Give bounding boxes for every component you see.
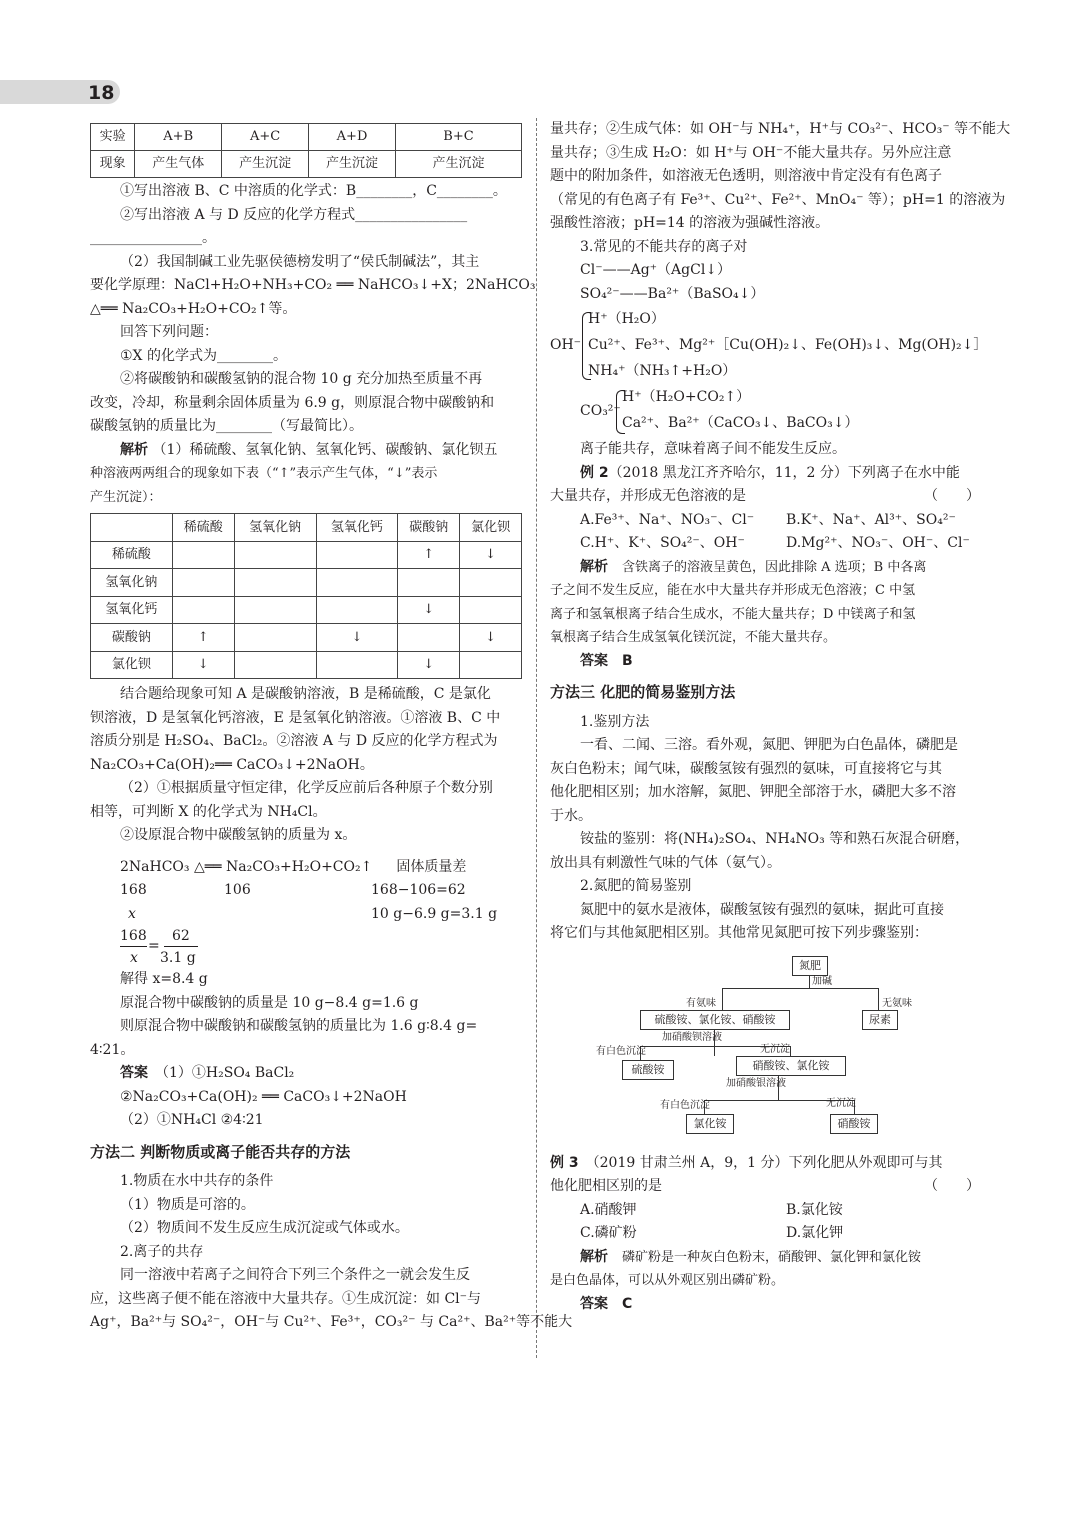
table-cell: 产生沉淀 <box>222 151 309 178</box>
table-cell: ↓ <box>172 651 234 679</box>
table-cell <box>234 569 316 597</box>
fraction-denominator: 3.1 g <box>160 950 196 966</box>
fraction-numerator: 168 <box>120 926 147 947</box>
text-line: 将它们与其他氮肥相区别。其他常见氮肥可按下列步骤鉴别： <box>550 925 928 941</box>
text-line: 回答下列问题： <box>120 324 218 340</box>
flow-label: 无沉淀 <box>826 1097 856 1109</box>
text-line: 一看、二闻、三溶。看外观，氮肥、钾肥为白色晶体，磷肥是 <box>580 737 958 753</box>
table-cell: 稀硫酸 <box>172 514 234 542</box>
table-cell: ↓ <box>460 624 522 652</box>
text-line: 改变，冷却，称量剩余固体质量为 6.9 g，则原混合物中碳酸钠和 <box>90 394 495 411</box>
text-line: 磷矿粉是一种灰白色粉末，硝酸钾、氯化钾和氯化铵 <box>622 1249 922 1265</box>
right-column <box>550 118 1011 1316</box>
text-line: △══ Na₂CO₃+H₂O+CO₂↑等。 <box>90 300 297 317</box>
flow-line <box>878 988 879 1010</box>
flow-label: 无氨味 <box>882 997 912 1009</box>
text-line: Ag⁺，Ba²⁺与 SO₄²⁻，OH⁻与 Cu²⁺、Fe³⁺，CO₃²⁻ 与 Ca²⁺、Ba²⁺等不能大 <box>90 1314 573 1330</box>
table-cell: 氯化钡 <box>91 651 173 679</box>
text-line: 子之间不发生反应，能在水中大量共存并形成无色溶液；C 中氢 <box>550 583 916 598</box>
column-divider <box>536 118 537 1358</box>
table-cell: 产生沉淀 <box>396 151 522 178</box>
table-cell <box>172 541 234 569</box>
answer-line: ②Na₂CO₃+Ca(OH)₂ ══ CaCO₃↓+2NaOH <box>120 1088 407 1105</box>
oh-group <box>550 308 988 384</box>
method-two-title: 方法二 判断物质或离子能否共存的方法 <box>90 1142 351 1161</box>
ion-pair: Ca²⁺、Ba²⁺（CaCO₃↓、BaCO₃↓） <box>622 415 859 431</box>
flow-line <box>790 1046 791 1056</box>
flow-label: 有氨味 <box>686 997 716 1009</box>
ion-pair: Cu²⁺、Fe³⁺、Mg²⁺［Cu(OH)₂↓、Fe(OH)₃↓、Mg(OH)₂↓］ <box>588 337 988 353</box>
answer-label: 答案 <box>580 1295 608 1312</box>
table-cell: ↓ <box>398 596 460 624</box>
table-cell: 现象 <box>91 151 135 178</box>
text-line: 大量共存，并形成无色溶液的是 <box>550 488 746 504</box>
example-label: 例 2 <box>580 464 609 481</box>
text-line: 铵盐的鉴别：将(NH₄)₂SO₄、NH₄NO₃ 等和熟石灰混合研磨， <box>580 831 970 847</box>
table-cell <box>234 624 316 652</box>
table-cell: ↓ <box>460 541 522 569</box>
text-line: ________________。 <box>90 230 216 246</box>
table-row <box>91 569 522 597</box>
text-line: 则原混合物中碳酸钠和碳酸氢钠的质量比为 1.6 g∶8.4 g= <box>120 1018 478 1034</box>
answer-blank: （ ） <box>924 488 980 504</box>
co3-group <box>550 386 980 438</box>
table-cell: A+B <box>135 124 222 151</box>
flow-label: 加硝酸银溶液 <box>726 1077 786 1089</box>
table-cell <box>172 596 234 624</box>
flow-line <box>722 988 723 1010</box>
text-line: 1.鉴别方法 <box>580 713 650 730</box>
text-line: 种溶液两两组合的现象如下表（“↑”表示产生气体，“↓”表示 <box>90 466 438 481</box>
text-line: 含铁离子的溶液呈黄色，因此排除 A 选项；B 中各离 <box>622 559 927 575</box>
table-cell: ↑ <box>398 541 460 569</box>
answer-value: B <box>622 652 633 669</box>
answer-line: （2）①NH₄Cl ②4∶21 <box>120 1112 264 1128</box>
text-line: 要化学原理：NaCl+H₂O+NH₃+CO₂ ══ NaHCO₃↓+X；2NaHCO₃ <box>90 277 536 293</box>
text-line: （2）①根据质量守恒定律，化学反应前后各种原子个数分别 <box>120 780 493 796</box>
text-line: 量共存；③生成 H₂O：如 H⁺与 OH⁻不能大量共存。另外应注意 <box>550 144 952 161</box>
text-line: ②写出溶液 A 与 D 反应的化学方程式________________ <box>120 206 468 223</box>
jiexi-label: 解析 <box>120 441 148 458</box>
flow-box-group2: 硝酸铵、氯化铵 <box>736 1056 846 1076</box>
text-line: ①写出溶液 B、C 中溶质的化学式：B________，C________。 <box>120 183 507 199</box>
table-row <box>91 651 522 679</box>
option-c: C.磷矿粉 <box>580 1225 637 1241</box>
answer-label: 答案 <box>120 1065 148 1081</box>
text-line: Na₂CO₃+Ca(OH)₂══ CaCO₃↓+2NaOH。 <box>90 756 374 773</box>
text-line: （常见的有色离子有 Fe³⁺、Cu²⁺、Fe²⁺、MnO₄⁻ 等）；pH=1 的溶液为 <box>550 191 1006 208</box>
table-cell: A+D <box>309 124 396 151</box>
method-three-title: 方法三 化肥的简易鉴别方法 <box>550 683 736 701</box>
text-line: 钡溶液，D 是氢氧化钙溶液，E 是氢氧化钠溶液。①溶液 B、C 中 <box>90 709 501 726</box>
page-number: 18 <box>88 82 115 104</box>
text-line: 放出具有刺激性气味的气体（氨气）。 <box>550 854 781 871</box>
flow-box-urea: 尿素 <box>862 1010 898 1030</box>
flow-line <box>722 988 878 989</box>
answer-value: C <box>622 1295 633 1312</box>
text-line: 相等，可判断 X 的化学式为 NH₄Cl。 <box>90 803 327 820</box>
table-cell <box>234 651 316 679</box>
answer-blank: （ ） <box>924 1178 980 1194</box>
table-cell: ↓ <box>398 651 460 679</box>
table-cell: 产生气体 <box>135 151 222 178</box>
table-cell <box>316 541 398 569</box>
calc-value: 168−106=62 <box>371 882 466 898</box>
text-line: 应，这些离子便不能在溶液中大量共存。①生成沉淀：如 Cl⁻与 <box>90 1290 482 1307</box>
text-line: 3.常见的不能共存的离子对 <box>580 238 748 255</box>
calc-equation: 2NaHCO₃ △══ Na₂CO₃+H₂O+CO₂↑ <box>120 858 373 875</box>
table-cell <box>316 651 398 679</box>
text-line: 题中的附加条件，如溶液无色透明，则溶液中肯定没有有色离子 <box>550 168 942 184</box>
table-row <box>91 541 522 569</box>
text-line: （2019 甘肃兰州 A，9，1 分）下列化肥从外观即可与其 <box>592 1154 943 1171</box>
calc-value: 106 <box>224 882 251 898</box>
text-line: 他化肥相区别的是 <box>550 1178 662 1194</box>
flow-label: 加碱 <box>812 975 832 987</box>
table-cell: 氢氧化钙 <box>91 596 173 624</box>
table-cell: ↑ <box>172 624 234 652</box>
table-cell <box>316 569 398 597</box>
text-line: 溶质分别是 H₂SO₄、BaCl₂。②溶液 A 与 D 反应的化学方程式为 <box>90 733 498 749</box>
jiexi-label: 解析 <box>580 1248 608 1265</box>
flow-box-nitrogen: 氮肥 <box>792 956 828 976</box>
table-cell <box>316 596 398 624</box>
fraction-numerator: 62 <box>164 926 198 947</box>
text-line: 氮肥中的氨水是液体，碳酸氢铵有强烈的氨味，据此可直接 <box>580 901 944 918</box>
text-line: 灰白色粉末；闻气味，碳酸氢铵有强烈的氨味，可直接将它与其 <box>550 760 942 777</box>
option-c: C.H⁺、K⁺、SO₄²⁻、OH⁻ <box>580 535 745 551</box>
text-line: 解得 x=8.4 g <box>120 971 208 987</box>
text-line: 是白色晶体，可以从外观区别出磷矿粉。 <box>550 1273 785 1288</box>
flow-box-group1: 硫酸铵、氯化铵、硝酸铵 <box>640 1010 790 1030</box>
text-line: 2.离子的共存 <box>120 1243 204 1260</box>
option-d: D.Mg²⁺、NO₃⁻、OH⁻、Cl⁻ <box>786 535 970 551</box>
jiexi-label: 解析 <box>580 558 608 575</box>
calc-value: x <box>128 905 136 922</box>
text-line: 他化肥相区别；加水溶解，氮肥、钾肥全部溶于水，磷肥大多不溶 <box>550 784 956 800</box>
option-a: A.Fe³⁺、Na⁺、NO₃⁻、Cl⁻ <box>580 511 755 528</box>
table-cell <box>398 569 460 597</box>
ion-pair: H⁺（H₂O+CO₂↑） <box>622 389 751 405</box>
table-cell <box>234 596 316 624</box>
table-cell: 稀硫酸 <box>91 541 173 569</box>
text-line: 离子和氢氧根离子结合生成水，不能大量共存；D 中镁离子和氢 <box>550 606 916 622</box>
text-line: ②将碳酸钠和碳酸氢钠的混合物 10 g 充分加热至质量不再 <box>120 371 483 387</box>
text-line: 于水。 <box>550 807 592 824</box>
table-cell: 氢氧化钠 <box>234 514 316 542</box>
answer-label: 答案 <box>580 652 608 669</box>
table-cell <box>398 624 460 652</box>
text-line: 1.物质在水中共存的条件 <box>120 1173 274 1189</box>
option-b: B.K⁺、Na⁺、Al³⁺、SO₄²⁻ <box>786 511 956 528</box>
text-line: 产生沉淀）： <box>90 489 162 505</box>
table-cell: ↓ <box>316 624 398 652</box>
text-line: 结合题给现象可知 A 是碳酸钠溶液，B 是稀硫酸，C 是氯化 <box>120 686 491 702</box>
flow-box-ammonium-chloride: 氯化铵 <box>686 1114 734 1134</box>
fraction-equation <box>120 926 522 968</box>
text-line: 强酸性溶液；pH=14 的溶液为强碱性溶液。 <box>550 215 830 231</box>
table-cell: 产生沉淀 <box>309 151 396 178</box>
calc-equation-row <box>90 856 522 880</box>
text-line: 离子能共存，意味着离子间不能发生反应。 <box>580 441 846 457</box>
text-line: 碳酸氢钠的质量比为________（写最简比）。 <box>90 418 363 434</box>
table-cell: 碳酸钠 <box>91 624 173 652</box>
ion-label: OH⁻ <box>550 337 582 353</box>
calc-row <box>90 879 522 903</box>
text-line: 4∶21。 <box>90 1041 135 1058</box>
table-cell: 实验 <box>91 124 135 151</box>
table-cell <box>91 514 173 542</box>
experiment-table <box>90 123 522 178</box>
text-line: ②设原混合物中碳酸氢钠的质量为 x。 <box>120 827 357 843</box>
text-line: （2）我国制碱工业先驱侯德榜发明了“侯氏制碱法”，其主 <box>120 253 480 270</box>
fraction-denominator: x <box>130 950 138 966</box>
table-cell: 碳酸钠 <box>398 514 460 542</box>
flow-line <box>809 976 810 988</box>
text-line: 氧根离子结合生成氢氧化镁沉淀，不能大量共存。 <box>550 630 837 645</box>
text-line: （2）物质间不发生反应生成沉淀或气体或水。 <box>120 1220 409 1236</box>
calc-label: 固体质量差 <box>396 858 467 875</box>
text-line: （1）稀硫酸、氢氧化钠、氢氧化钙、碳酸钠、氯化钡五 <box>152 441 498 458</box>
option-b: B.氯化铵 <box>786 1201 843 1218</box>
text-line: 原混合物中碳酸钠的质量是 10 g−8.4 g=1.6 g <box>120 994 419 1011</box>
text-line: （2018 黑龙江齐齐哈尔，11，2 分）下列离子在水中能 <box>608 464 960 481</box>
table-cell: 氯化钡 <box>460 514 522 542</box>
option-a: A.硝酸钾 <box>580 1201 637 1218</box>
table-row <box>91 624 522 652</box>
calc-value: 10 g−6.9 g=3.1 g <box>371 905 498 922</box>
table-cell <box>460 569 522 597</box>
ion-pair: NH₄⁺（NH₃↑+H₂O） <box>588 363 737 379</box>
calc-row <box>90 903 522 927</box>
table-cell <box>460 651 522 679</box>
ion-pair: SO₄²⁻——Ba²⁺（BaSO₄↓） <box>580 285 765 302</box>
ion-pair: Cl⁻——Ag⁺（AgCl↓） <box>580 262 732 278</box>
table-cell: 氢氧化钙 <box>316 514 398 542</box>
reaction-table <box>90 513 522 679</box>
table-row <box>91 596 522 624</box>
nitrogen-fertilizer-flowchart <box>596 954 912 1146</box>
table-cell <box>460 596 522 624</box>
text-line: ①X 的化学式为________。 <box>120 347 287 364</box>
text-line: 2.氮肥的简易鉴别 <box>580 878 692 894</box>
table-cell <box>234 541 316 569</box>
equals-sign: = <box>148 938 160 954</box>
flow-label: 有白色沉淀 <box>660 1099 710 1111</box>
example-label: 例 3 <box>550 1154 579 1171</box>
table-cell: A+C <box>222 124 309 151</box>
table-cell: 氢氧化钠 <box>91 569 173 597</box>
option-d: D.氯化钾 <box>786 1225 844 1241</box>
table-cell <box>172 569 234 597</box>
ion-pair: H⁺（H₂O） <box>588 311 665 327</box>
flow-label: 无沉淀 <box>760 1043 790 1055</box>
text-line: （1）物质是可溶的。 <box>120 1196 255 1213</box>
ion-label: CO₃²⁻ <box>580 403 621 419</box>
text-line: 同一溶液中若离子之间符合下列三个条件之一就会发生反 <box>120 1267 470 1283</box>
text-line: 量共存；②生成气体：如 OH⁻与 NH₄⁺，H⁺与 CO₃²⁻、HCO₃⁻ 等不能大 <box>550 121 1011 137</box>
table-cell: B+C <box>396 124 522 151</box>
flow-box-ammonium-sulfate: 硫酸铵 <box>622 1060 674 1080</box>
flow-box-ammonium-nitrate: 硝酸铵 <box>830 1114 878 1134</box>
flow-label: 加硝酸钡溶液 <box>662 1031 722 1043</box>
calc-value: 168 <box>120 882 147 898</box>
flow-label: 有白色沉淀 <box>596 1045 646 1057</box>
answer-line: （1）①H₂SO₄ BaCl₂ <box>162 1065 295 1081</box>
